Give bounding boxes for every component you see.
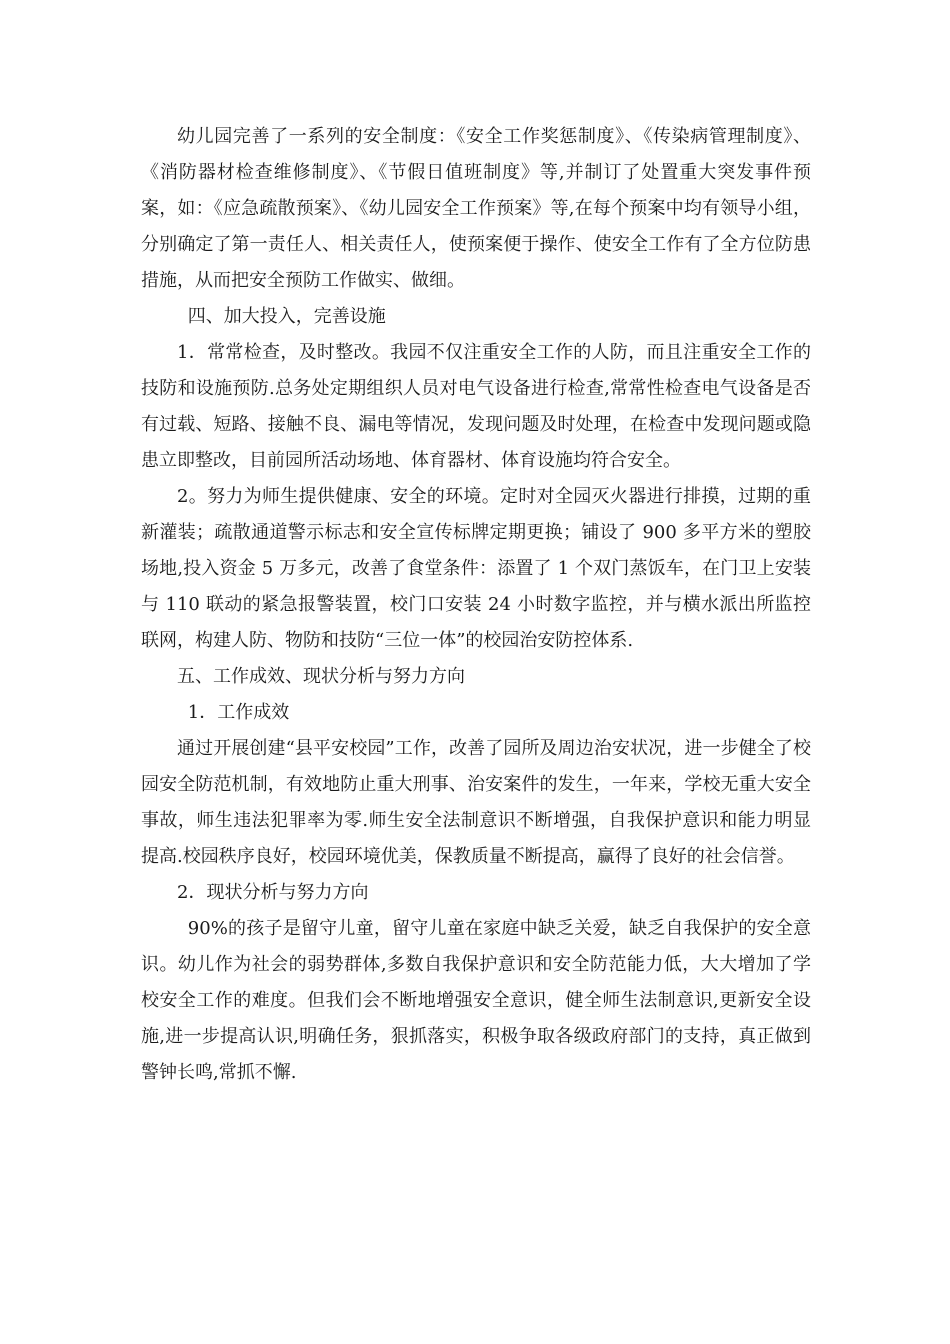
paragraph-status-analysis: 90%的孩子是留守儿童，留守儿童在家庭中缺乏关爱，缺乏自我保护的安全意识。幼儿作为社会的弱势群体,多数自我保护意识和安全防范能力低，大大增加了学校安全工作的难度。但我们会不断地增强安全意识，健全师生法制意识,更新安全设施,进一步提高认识,明确任务，狠抓落实，积极争取各级政府部门的支持，真正做到警钟长鸣,常抓不懈. (141, 918, 811, 1083)
paragraph-environment: 2。努力为师生提供健康、安全的环境。定时对全园灭火器进行排摸，过期的重新灌装；疏散通道警示标志和安全宣传标牌定期更换；铺设了 900 多平方米的塑胶场地,投入资金 5 万多元，改善了食堂条件：添置了 1 个双门蒸饭车，在门卫上安装与 110 联动的紧急报警装置，校门口安装 24 小时数字监控，并与横水派出所监控联网，构建人防、物防和技防“三位一体”的校园治安防控体系. (141, 486, 811, 651)
paragraph-work-results: 通过开展创建“县平安校园”工作，改善了园所及周边治安状况，进一步健全了校园安全防范机制，有效地防止重大刑事、治安案件的发生，一年来，学校无重大安全事故，师生违法犯罪率为零.师生安全法制意识不断增强，自我保护意识和能力明显提高.校园秩序良好，校园环境优美，保教质量不断提高，赢得了良好的社会信誉。 (141, 738, 811, 867)
subheading-work-results: 1．工作成效 (187, 702, 290, 723)
paragraph-safety-system: 幼儿园完善了一系列的安全制度：《安全工作奖惩制度》、《传染病管理制度》、《消防器材检查维修制度》、《节假日值班制度》等,并制订了处置重大突发事件预案，如：《应急疏散预案》、《幼儿园安全工作预案》等,在每个预案中均有领导小组，分别确定了第一责任人、相关责任人，使预案便于操作、使安全工作有了全方位防患措施，从而把安全预防工作做实、做细。 (141, 126, 811, 291)
paragraph-inspection: 1．常常检查，及时整改。我园不仅注重安全工作的人防，而且注重安全工作的技防和设施预防.总务处定期组织人员对电气设备进行检查,常常性检查电气设备是否有过载、短路、接触不良、漏电等情况，发现问题及时处理，在检查中发现问题或隐患立即整改，目前园所活动场地、体育器材、体育设施均符合安全。 (141, 342, 811, 471)
section-heading-results: 五、工作成效、现状分析与努力方向 (177, 666, 465, 687)
subheading-status-analysis: 2．现状分析与努力方向 (177, 882, 369, 903)
section-heading-investment: 四、加大投入，完善设施 (187, 306, 386, 327)
document-body (141, 119, 811, 1091)
